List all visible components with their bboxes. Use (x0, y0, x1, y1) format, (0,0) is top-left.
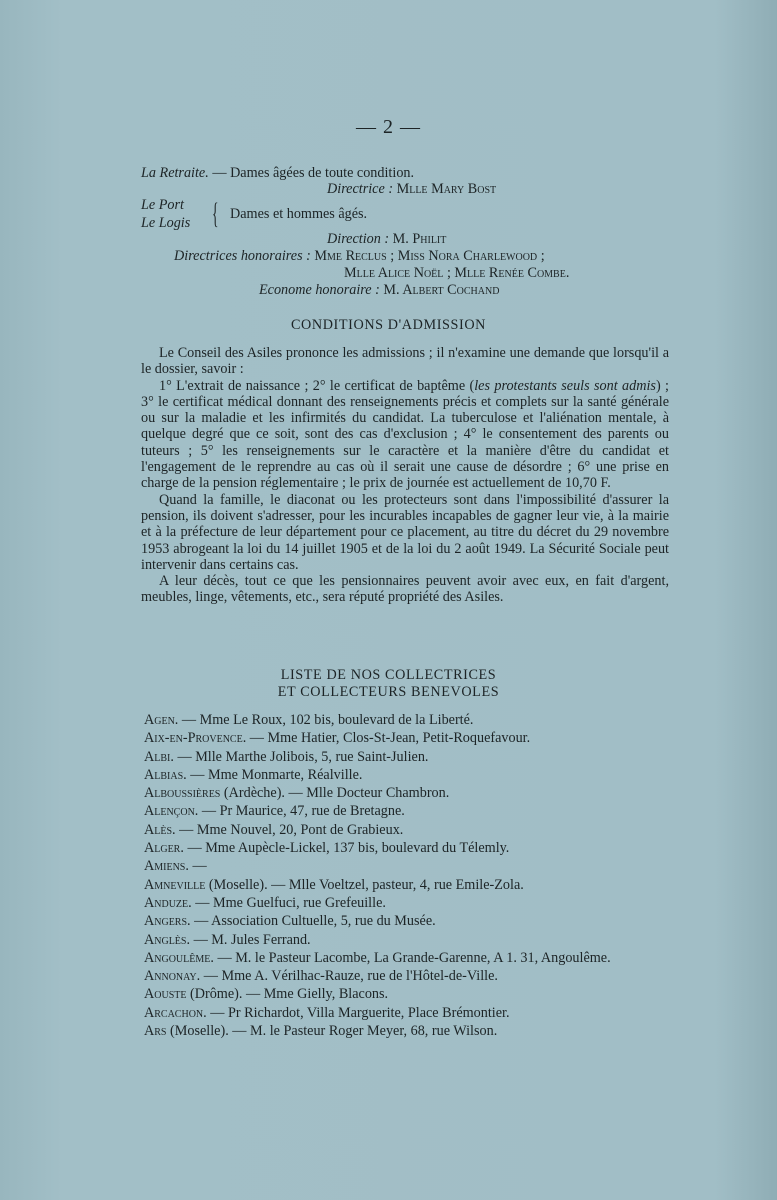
econome-role: Econome honoraire : (259, 282, 380, 298)
list-item (144, 748, 672, 766)
list-item (144, 766, 672, 784)
list-item-text: — Pr Maurice, 47, rue de Bretagne. (198, 803, 405, 820)
retraite-name: La Retraite. (141, 165, 209, 181)
list-item-place: Anduze. (144, 894, 192, 911)
list-item (144, 985, 672, 1003)
list-item-place: Annonay. (144, 968, 201, 985)
list-item-text: — Mme Guelfuci, rue Grefeuille. (191, 894, 386, 911)
direction-person: M. Philit (392, 231, 447, 247)
direction-role: Direction : (327, 231, 390, 247)
conditions-paragraph-2 (141, 378, 669, 492)
list-item (144, 912, 672, 930)
dir-hon-role: Directrices honoraires : (174, 248, 311, 264)
list-item-text: — Mme Hatier, Clos-St-Jean, Petit-Roquefavour. (246, 730, 531, 747)
list-item-place: Arcachon. (144, 1004, 207, 1021)
list-item-place: Aix-en-Provence. (144, 730, 247, 747)
list-item (144, 876, 672, 894)
conditions-paragraph-4: A leur décès, tout ce que les pensionnaires peuvent avoir avec eux, en fait d'argent, meubles, linge, vêtements, etc., sera réputé propriété des Asiles. (141, 573, 669, 606)
list-item (144, 711, 672, 729)
list-item-place: Anglès. (144, 931, 191, 948)
list-item (144, 857, 672, 875)
list-item-text: — Mlle Marthe Jolibois, 5, rue Saint-Julien. (173, 748, 429, 765)
list-item (144, 802, 672, 820)
conditions-p2-italic: les protestants seuls sont admis (474, 377, 656, 394)
dir-hon-line-1 (174, 248, 545, 265)
list-item (144, 967, 672, 985)
page-number: — 2 — (356, 116, 421, 138)
conditions-paragraph-3: Quand la famille, le diaconat ou les protecteurs sont dans l'impossibilité d'assurer la pension, ils doivent s'adresser, pour les incurables incapables de gagner leur vie, à la mairie et à la préfecture de leur département pour ce placement, au titre du décret du 29 novembre 1953 abrogeant la loi du 14 juillet 1905 et de la loi du 2 août 1949. La Sécurité Sociale peut intervenir dans certains cas. (141, 491, 669, 573)
list-heading-2: ET COLLECTEURS BENEVOLES (277, 684, 500, 700)
collector-list (144, 711, 672, 1040)
list-item-place: Albi. (144, 748, 174, 765)
list-item-place: Angoulême. (144, 949, 214, 966)
list-item (144, 784, 672, 802)
list-item-text: — Mme Le Roux, 102 bis, boulevard de la Liberté. (178, 712, 474, 728)
list-item-text: — Mme Monmarte, Réalville. (186, 766, 363, 783)
conditions-heading: CONDITIONS D'ADMISSION (290, 317, 487, 333)
list-item-text: — Mme Aupècle-Lickel, 137 bis, boulevard du Télemly. (183, 840, 510, 857)
dir-hon-names-2: Mlle Alice Noël ; Mlle Renée Combe. (344, 265, 570, 281)
list-item-text: (Ardèche). — Mlle Docteur Chambron. (220, 785, 450, 802)
list-item-place: Alençon. (144, 803, 199, 820)
list-item-place: Alger. (144, 840, 184, 857)
list-item (144, 931, 672, 949)
econome-person: M. Albert Cochand (383, 282, 500, 298)
list-item-place: Alès. (144, 821, 176, 838)
list-item-text: — M. le Pasteur Lacombe, La Grande-Garenne, A 1. 31, Angoulême. (213, 949, 611, 966)
list-item-place: Amneville (144, 876, 206, 893)
list-item-text: — Mme Nouvel, 20, Pont de Grabieux. (175, 821, 404, 838)
list-item-text: — M. Jules Ferrand. (190, 931, 311, 948)
logis-name: Le Logis (141, 215, 191, 231)
list-item-text: (Moselle). — Mlle Voeltzel, pasteur, 4, rue Emile-Zola. (205, 876, 524, 893)
list-item (144, 894, 672, 912)
list-item (144, 821, 672, 839)
port-name: Le Port (141, 197, 184, 213)
retraite-role: Directrice : (327, 181, 394, 197)
list-item (144, 1022, 672, 1040)
conditions-paragraph-1: Le Conseil des Asiles prononce les admissions ; il n'examine une demande que lorsqu'il a le dossier, savoir : (141, 345, 669, 378)
conditions-p2-end: ) ; 3° le certificat médical donnant des renseignements précis et complets sur la santé générale ou sur la maladie et les infirmités du candidat. La tuberculose et l'aliénation mentale, à quelque degré que ce soit, sont des cas d'exclusion ; 4° le consentement des parents ou tuteurs ; 5° les renseignements sur le caractère et la manière d'être du candidat et l'engagement de le reprendre au cas où il serait une cause de désordre ; 6° une prise en charge de la pension réglementaire ; le prix de journée est actuellement de 10,70 F. (141, 377, 669, 492)
retraite-desc: — Dames âgées de toute condition. (212, 165, 415, 181)
list-item-place: Alboussières (144, 785, 221, 802)
list-item-text: — Mme A. Vérilhac-Rauze, rue de l'Hôtel-de-Ville. (200, 968, 498, 985)
list-item (144, 949, 672, 967)
list-item-place: Amiens. (144, 858, 189, 875)
list-item-place: Agen. (144, 712, 179, 728)
list-heading-1: LISTE DE NOS COLLECTRICES (280, 667, 497, 683)
list-item-text: — (188, 858, 207, 875)
list-item-place: Albias. (144, 766, 187, 783)
list-item-text: (Moselle). — M. le Pasteur Roger Meyer, 68, rue Wilson. (166, 1023, 498, 1040)
list-item-text: (Drôme). — Mme Gielly, Blacons. (186, 986, 389, 1003)
list-item-text: — Association Cultuelle, 5, rue du Musée. (190, 913, 436, 930)
conditions-p2-start: 1° L'extrait de naissance ; 2° le certificat de baptême ( (159, 377, 475, 394)
retraite-person: Mlle Mary Bost (396, 181, 497, 197)
brace-icon: { (212, 197, 219, 230)
dir-hon-names-1: Mme Reclus ; Miss Nora Charlewood ; (314, 248, 545, 264)
list-item-place: Ars (144, 1023, 167, 1040)
conditions-text (141, 345, 669, 606)
econome-line (259, 282, 499, 299)
retraite-director-line (327, 181, 496, 198)
list-item (144, 729, 672, 747)
direction-line (327, 231, 446, 248)
list-item-place: Aouste (144, 986, 187, 1003)
port-logis-desc: Dames et hommes âgés. (230, 206, 368, 222)
list-item (144, 839, 672, 857)
list-item-place: Angers. (144, 913, 191, 930)
retraite-line (141, 165, 414, 182)
list-item-text: — Pr Richardot, Villa Marguerite, Place Brémontier. (206, 1004, 510, 1021)
list-item (144, 1004, 672, 1022)
